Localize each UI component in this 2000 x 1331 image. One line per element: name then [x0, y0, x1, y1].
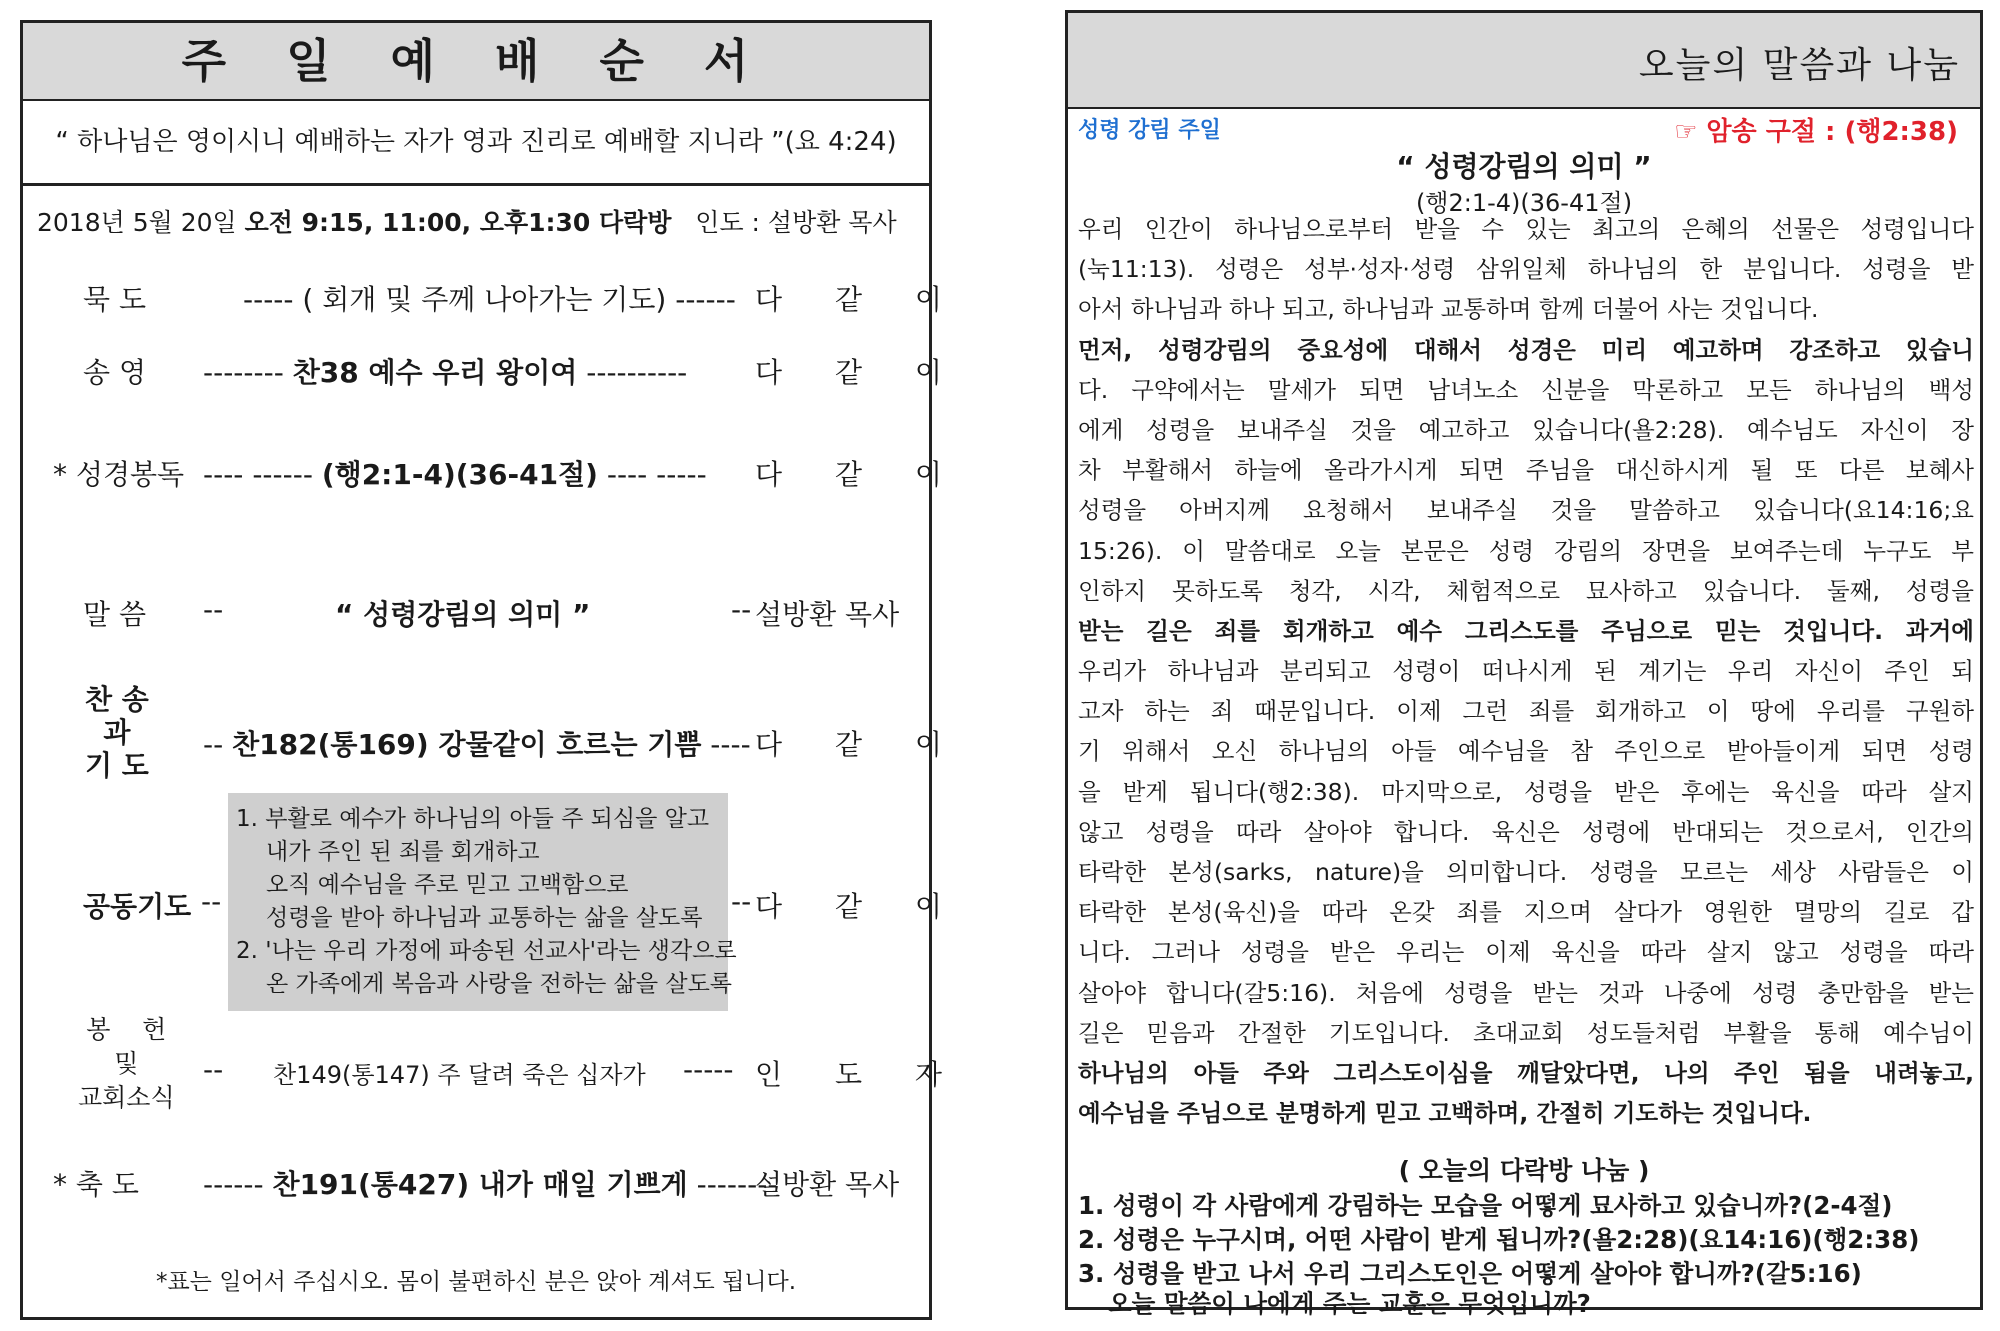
sermon-panel: [1065, 10, 1983, 1318]
worship-order-panel: 주 일 예 배 순 서 “ 하나님은 영이시니 예배하는 자가 영과 진리로 예배할 지니라 ”(요 4:24) 2018년 5월 20일 오전 9:15, 11:00, 오후1:30 다락방 인도 : 설방환 목사 묵 도 ----- ( 회개 및 주께 나아가는 기도) ------ 다 같 이 송 영 -------- 찬38 예수 우리 왕이여 ---------- 다 같 이 * 성경봉독 ---- ------ (행2:1-4)(36-41절) ---- ----- 다 같 이 말 씀 -- “ 성령강림의 의미 ” -- 설방환 목사 찬 송 과 기 도 -- 찬182(통169) 강물같이 흐르는 기쁨 ---- 다 같 이 공동기도 -- -- 다 같 이 1. 부활로 예수가 하나님의 아들 주 되심을 알고 내가 주인 된 죄를 회개하고 오직 예수님을 주로 믿고 고백함으로 성령을 받아 하나님과 교통하는 삶을 살도록 2. '나는 우리 가정에 파송된 선교사'라는 생각으로 온 가족에게 복음과 사랑을 전하는 삶을 살도록 봉 헌 및 교회소식 -- 찬149(통147) 주 달려 죽은 십자가 ----- 인 도 자 * 축 도 ------ 찬191(통427) 내가 매일 기쁘게 -------- 설방환 목사 *표는 일어서 주십시오. 몸이 불편하신 분은 앉아 계셔도 됩니다.: [20, 20, 932, 1320]
share-title: ( 오늘의 다락방 나눔 ): [1398, 1156, 1650, 1185]
sermon-line: (눅11:13). 성령은 성부·성자·성령 삼위일체 하나님의 한 분입니다. 성령을 받: [1078, 255, 1974, 284]
prayer-line: 2. '나는 우리 가정에 파송된 선교사'라는 생각으로: [236, 938, 737, 964]
order-item-label: 말 씀: [83, 598, 146, 631]
sermon-body: [1078, 209, 1974, 1133]
order-note: *표는 일어서 주십시오. 몸이 불편하신 분은 앉아 계셔도 됩니다.: [155, 1269, 797, 1295]
order-item-resp: 설방환 목사: [755, 1168, 900, 1201]
order-item-content: (행2:1-4)(36-41절): [321, 458, 598, 491]
order-date: 2018년 5월 20일: [37, 208, 237, 237]
sermon-line: 을 받게 됩니다(행2:38). 마지막으로, 성령을 받은 후에는 육신을 따라 살지: [1078, 777, 1974, 806]
order-item-resp: 설방환 목사: [755, 598, 900, 631]
prayer-line: 오직 예수님을 주로 믿고 고백함으로: [266, 872, 629, 898]
order-times: 오전 9:15, 11:00, 오후1:30 다락방: [244, 208, 672, 237]
sermon-line: 아서 하나님과 하나 되고, 하나님과 교통하며 함께 더불어 사는 것입니다.: [1078, 295, 1819, 324]
order-item-resp: 다 같 이: [755, 890, 964, 923]
sermon-line: 니다. 그러나 성령을 받은 우리는 이제 육신을 따라 살지 않고 성령을 따라: [1078, 938, 1974, 967]
order-item-content: 찬149(통147) 주 달려 죽은 십자가: [273, 1061, 646, 1089]
share-question: 2. 성령은 누구시며, 어떤 사람이 받게 됩니까?(욜2:28)(요14:16)(행2:38): [1078, 1225, 1920, 1254]
sermon-line: 에게 성령을 보내주실 것을 예고하고 있습니다(욜2:28). 예수님도 자신이 장: [1078, 415, 1974, 444]
sermon-reference: (행2:1-4)(36-41절): [1415, 189, 1633, 217]
sermon-line: 기 위해서 오신 하나님의 아들 예수님을 참 주인으로 받아들이게 되면 성령: [1078, 737, 1974, 766]
order-item-hymn-prayer: 찬 송 과 기 도 -- 찬182(통169) 강물같이 흐르는 기쁨 ---- 다 같 이: [85, 683, 964, 782]
sermon-title: “ 성령강림의 의미 ”: [1396, 150, 1652, 183]
prayer-line: 성령을 받아 하나님과 교통하는 삶을 살도록: [266, 905, 703, 931]
sermon-line: 우리가 하나님과 분리되고 성령이 떠나시게 된 계기는 우리 자신이 주인 되: [1078, 657, 1974, 686]
sermon-line: 인하지 못하도록 청각, 시각, 체험적으로 묘사하고 있습니다. 둘째, 성령을: [1078, 576, 1974, 605]
sermon-line: 성령을 아버지께 요청해서 보내주실 것을 말씀하고 있습니다(요14:16;요: [1078, 496, 1974, 525]
order-verse: “ 하나님은 영이시니 예배하는 자가 영과 진리로 예배할 지니라 ”(요 4:24): [23, 101, 929, 186]
order-item-content: “ 성령강림의 의미 ”: [335, 598, 591, 631]
sermon-line: 길은 믿음과 간절한 기도입니다. 초대교회 성도들처럼 부활을 통해 예수님이: [1078, 1018, 1974, 1047]
sermon-line: 고자 하는 죄 때문입니다. 이제 그런 죄를 회개하고 이 땅에 우리를 구원하: [1078, 697, 1974, 726]
order-item-label: 봉 헌 및 교회소식: [78, 1015, 175, 1112]
order-leader: 인도 : 설방환 목사: [695, 208, 897, 237]
memory-verse: ☞ 암송 구절 : (행2:38): [1674, 117, 1958, 147]
sermon-line: 15:26). 이 말씀대로 오늘 본문은 성령 강림의 장면을 보여주는데 누구도 부: [1078, 536, 1974, 565]
sermon-header-text: 오늘의 말씀과 나눔: [1638, 45, 1960, 86]
order-item-offering: 봉 헌 및 교회소식 -- 찬149(통147) 주 달려 죽은 십자가 ----- 인 도 자: [23, 1013, 929, 1123]
prayer-line: 내가 주인 된 죄를 회개하고: [266, 839, 540, 865]
order-item-content: 찬191(통427) 내가 매일 기쁘게: [272, 1168, 688, 1201]
sermon-line: 우리 인간이 하나님으로부터 받을 수 있는 최고의 은혜의 선물은 성령입니다: [1078, 215, 1974, 243]
share-question: 3. 성령을 받고 나서 우리 그리스도인은 어떻게 살아야 합니까?(갈5:16): [1078, 1259, 1862, 1288]
order-date-line: [37, 203, 897, 239]
prayer-line: 1. 부활로 예수가 하나님의 아들 주 되심을 알고: [236, 806, 710, 832]
share-question: 오늘 말씀이 나에게 주는 교훈은 무엇입니까?: [1108, 1289, 1591, 1318]
sermon-line: 예수님을 주님으로 분명하게 믿고 고백하며, 간절히 기도하는 것입니다.: [1078, 1099, 1812, 1128]
order-item-label: * 성경봉독: [53, 458, 185, 491]
prayer-line: 온 가족에게 복음과 사랑을 전하는 삶을 살도록: [266, 971, 733, 997]
order-item-resp: 다 같 이: [755, 458, 964, 491]
sermon-line: 다. 구약에서는 말세가 되면 남녀노소 신분을 막론하고 모든 하나님의 백성: [1078, 375, 1974, 404]
order-item-resp: 인 도 자: [755, 1058, 964, 1091]
sermon-line: 않고 성령을 따라 살아야 합니다. 육신은 성령에 반대되는 것으로서, 인간의: [1078, 817, 1974, 846]
order-item-resp: 다 같 이: [755, 728, 964, 761]
sermon-header: [1068, 13, 1980, 109]
order-item-content: 찬182(통169) 강물같이 흐르는 기쁨: [232, 728, 702, 761]
sermon-line: 살아야 합니다(갈5:16). 처음에 성령을 받는 것과 나중에 성령 충만함을 받는: [1078, 978, 1974, 1007]
sermon-line: 하나님의 아들 주와 그리스도이심을 깨달았다면, 나의 주인 됨을 내려놓고,: [1078, 1058, 1974, 1087]
order-item-content: ----- ( 회개 및 주께 나아가는 기도) ------: [243, 283, 736, 316]
week-label: 성령 강림 주일: [1078, 118, 1221, 143]
order-item-content: 찬38 예수 우리 왕이여: [292, 356, 578, 389]
order-item-resp: 다 같 이: [755, 356, 964, 389]
sermon-line: 먼저, 성령강림의 중요성에 대해서 성경은 미리 예고하며 강조하고 있습니: [1078, 335, 1974, 364]
order-item-resp: 다 같 이: [755, 283, 964, 316]
sermon-line: 차 부활해서 하늘에 올라가시게 되면 주님을 대신하시게 될 또 다른 보혜사: [1078, 456, 1974, 485]
order-item-label: 송 영: [83, 356, 146, 389]
share-question: 1. 성령이 각 사람에게 강림하는 모습을 어떻게 묘사하고 있습니까?(2-4절): [1078, 1191, 1893, 1220]
sermon-line: 타락한 본성(sarks, nature)을 의미합니다. 성령을 모르는 세상 사람들은 이: [1078, 858, 1974, 886]
order-item-label: 공동기도: [83, 890, 192, 923]
order-item-label: * 축 도: [53, 1168, 139, 1201]
sermon-line: 받는 길은 죄를 회개하고 예수 그리스도를 주님으로 믿는 것입니다. 과거에: [1078, 616, 1974, 645]
sermon-line: 타락한 본성(육신)을 따라 온갖 죄를 지으며 살다가 영원한 멸망의 길로 갑: [1078, 898, 1974, 927]
order-title: 주 일 예 배 순 서: [23, 23, 929, 101]
common-prayer-box: [228, 793, 737, 1011]
order-item-label: 찬 송 과 기 도: [85, 683, 149, 782]
order-item-label: 묵 도: [83, 283, 146, 316]
